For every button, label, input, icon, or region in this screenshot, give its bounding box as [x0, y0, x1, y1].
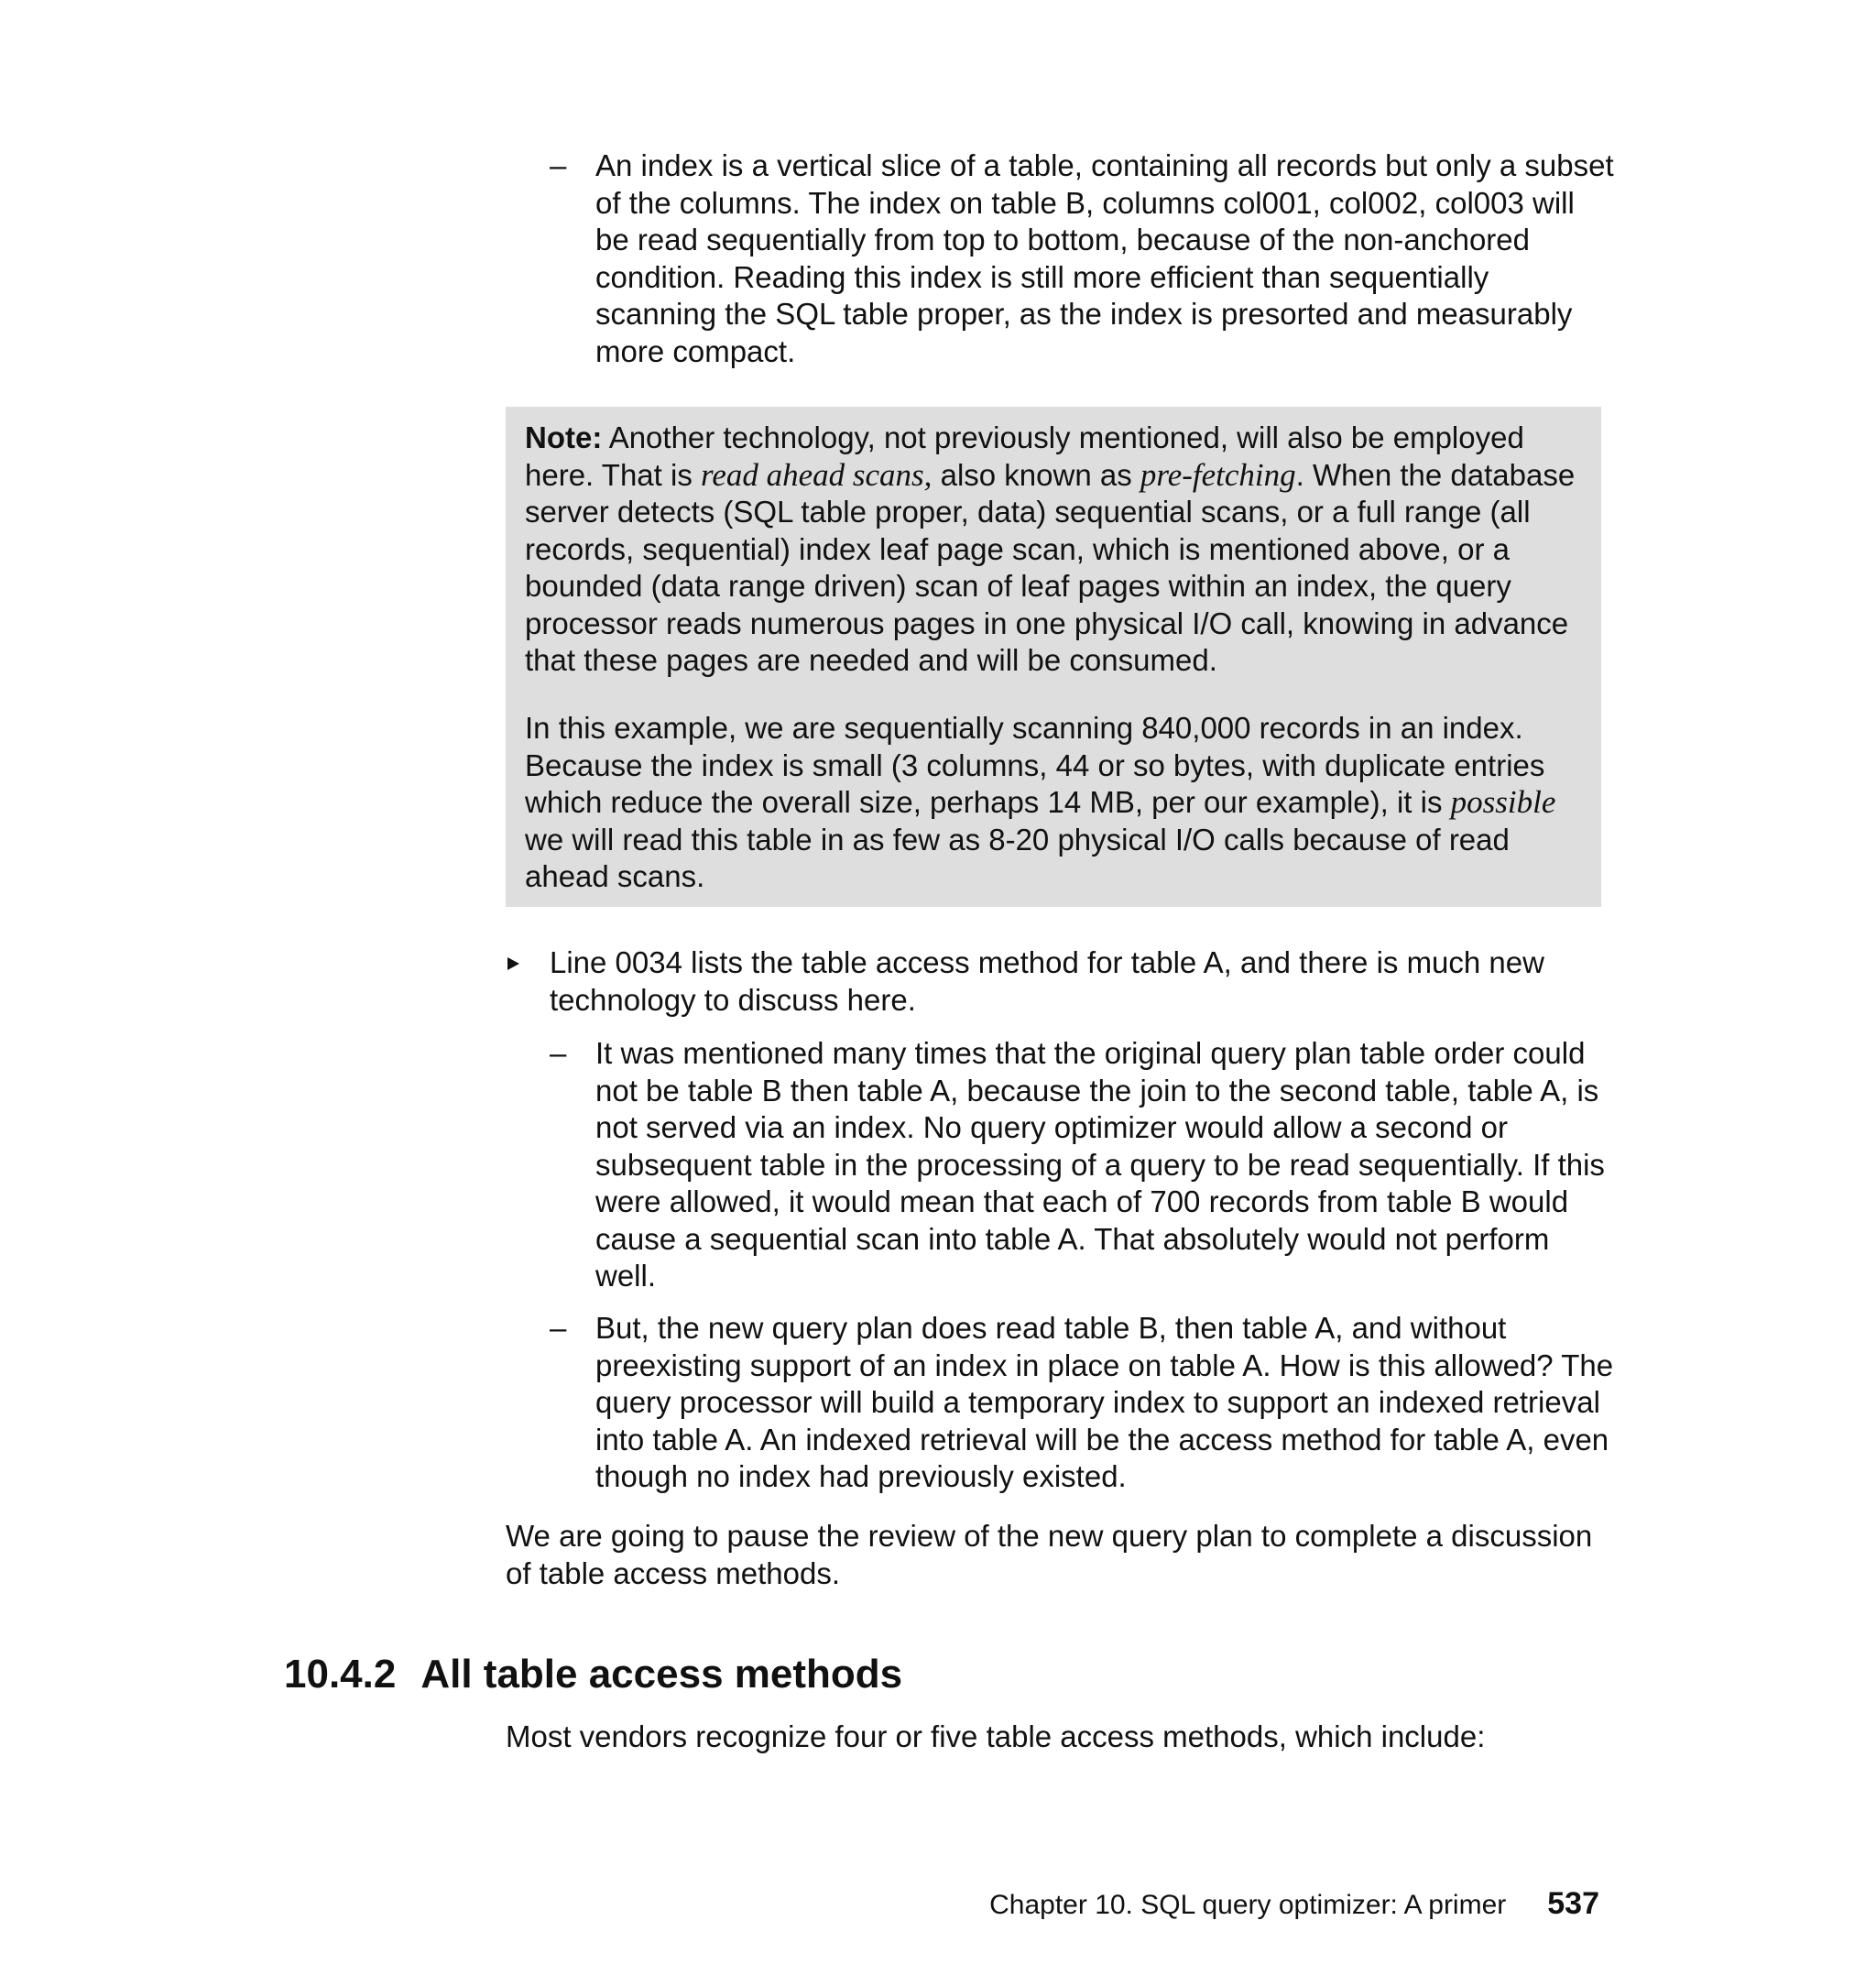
- dash-marker: –: [550, 1036, 567, 1070]
- section-heading: [284, 1649, 902, 1700]
- page-footer: [989, 1885, 1599, 1924]
- bullet-list-item-line-0034: [506, 944, 1605, 1019]
- dash-item-text: It was mentioned many times that the original query plan table order could not be table B then table A, because the join to the second table, table A, is not served via an index. No query optimizer would allow a second or subsequent table in the processing of a query to be read sequentially. If this were allowed, it would mean that each of 700 records from table B would cause a sequential scan into table A. That absolutely would not perform well.: [595, 1036, 1605, 1293]
- dash-item-text: An index is a vertical slice of a table, containing all records but only a subset of the columns. The index on table B, columns col001, col002, col003 will be read sequentially from top to bottom, because of the non-anchored condition. Reading this index is still more efficient than sequentially scanning the SQL table proper, as the index is presorted and measurably more compact.: [595, 148, 1614, 368]
- note-text-1a: Another technology, not previously mentioned, will also be employed here. That is: [525, 420, 1524, 492]
- note-label: Note:: [525, 420, 603, 454]
- note-paragraph-2: [525, 710, 1592, 896]
- triangle-bullet-icon: [507, 957, 519, 970]
- note-term-possible: possible: [1450, 784, 1556, 820]
- note-paragraph-1: [525, 420, 1592, 680]
- note-text-1c: . When the database server detects (SQL table proper, data) sequential scans, or a full range (all records, sequential) index leaf page scan, which is mentioned above, or a bounded (data range driven) scan of leaf pages within an index, the query processor reads numerous pages in one physical I/O call, knowing in advance that these pages are needed and will be consumed.: [525, 457, 1576, 677]
- dash-marker: –: [550, 148, 567, 182]
- note-text-2b: we will read this table in as few as 8-20 physical I/O calls because of read ahead scans.: [525, 822, 1510, 893]
- section-title: All table access methods: [420, 1652, 903, 1697]
- dash-item-text: But, the new query plan does read table B, then table A, and without preexisting support of an index in place on table A. How is this allowed? The query processor will build a temporary index to support an indexed retrieval into table A. An indexed retrieval will be the access method for table A, even though no index had previously existed.: [595, 1311, 1614, 1493]
- page-number: 537: [1547, 1886, 1599, 1921]
- body-paragraph-section-intro: Most vendors recognize four or five table access methods, which include:: [506, 1719, 1486, 1753]
- body-paragraph-pause-review: We are going to pause the review of the new query plan to complete a discussion of table access methods.: [506, 1519, 1593, 1590]
- section-number: 10.4.2: [284, 1652, 397, 1697]
- bullet-item-text: Line 0034 lists the table access method for table A, and there is much new technology to discuss here.: [550, 945, 1544, 1017]
- note-text-2a: In this example, we are sequentially scanning 840,000 records in an index. Because the index is small (3 columns, 44 or so bytes, with duplicate entries which reduce the overall size, perhaps 14 MB, per our example), it is: [525, 711, 1545, 819]
- note-term-read-ahead: read ahead scans,: [701, 456, 933, 493]
- note-text-1b: also known as: [940, 457, 1132, 492]
- note-term-prefetching: pre-fetching: [1140, 456, 1296, 493]
- dash-list-item-temporary-index: [551, 1310, 1614, 1496]
- footer-chapter-title: Chapter 10. SQL query optimizer: A primer: [989, 1890, 1507, 1920]
- dash-list-item-table-order: [551, 1035, 1614, 1295]
- dash-marker: –: [550, 1311, 567, 1345]
- dash-list-item-index-slice: [551, 147, 1614, 370]
